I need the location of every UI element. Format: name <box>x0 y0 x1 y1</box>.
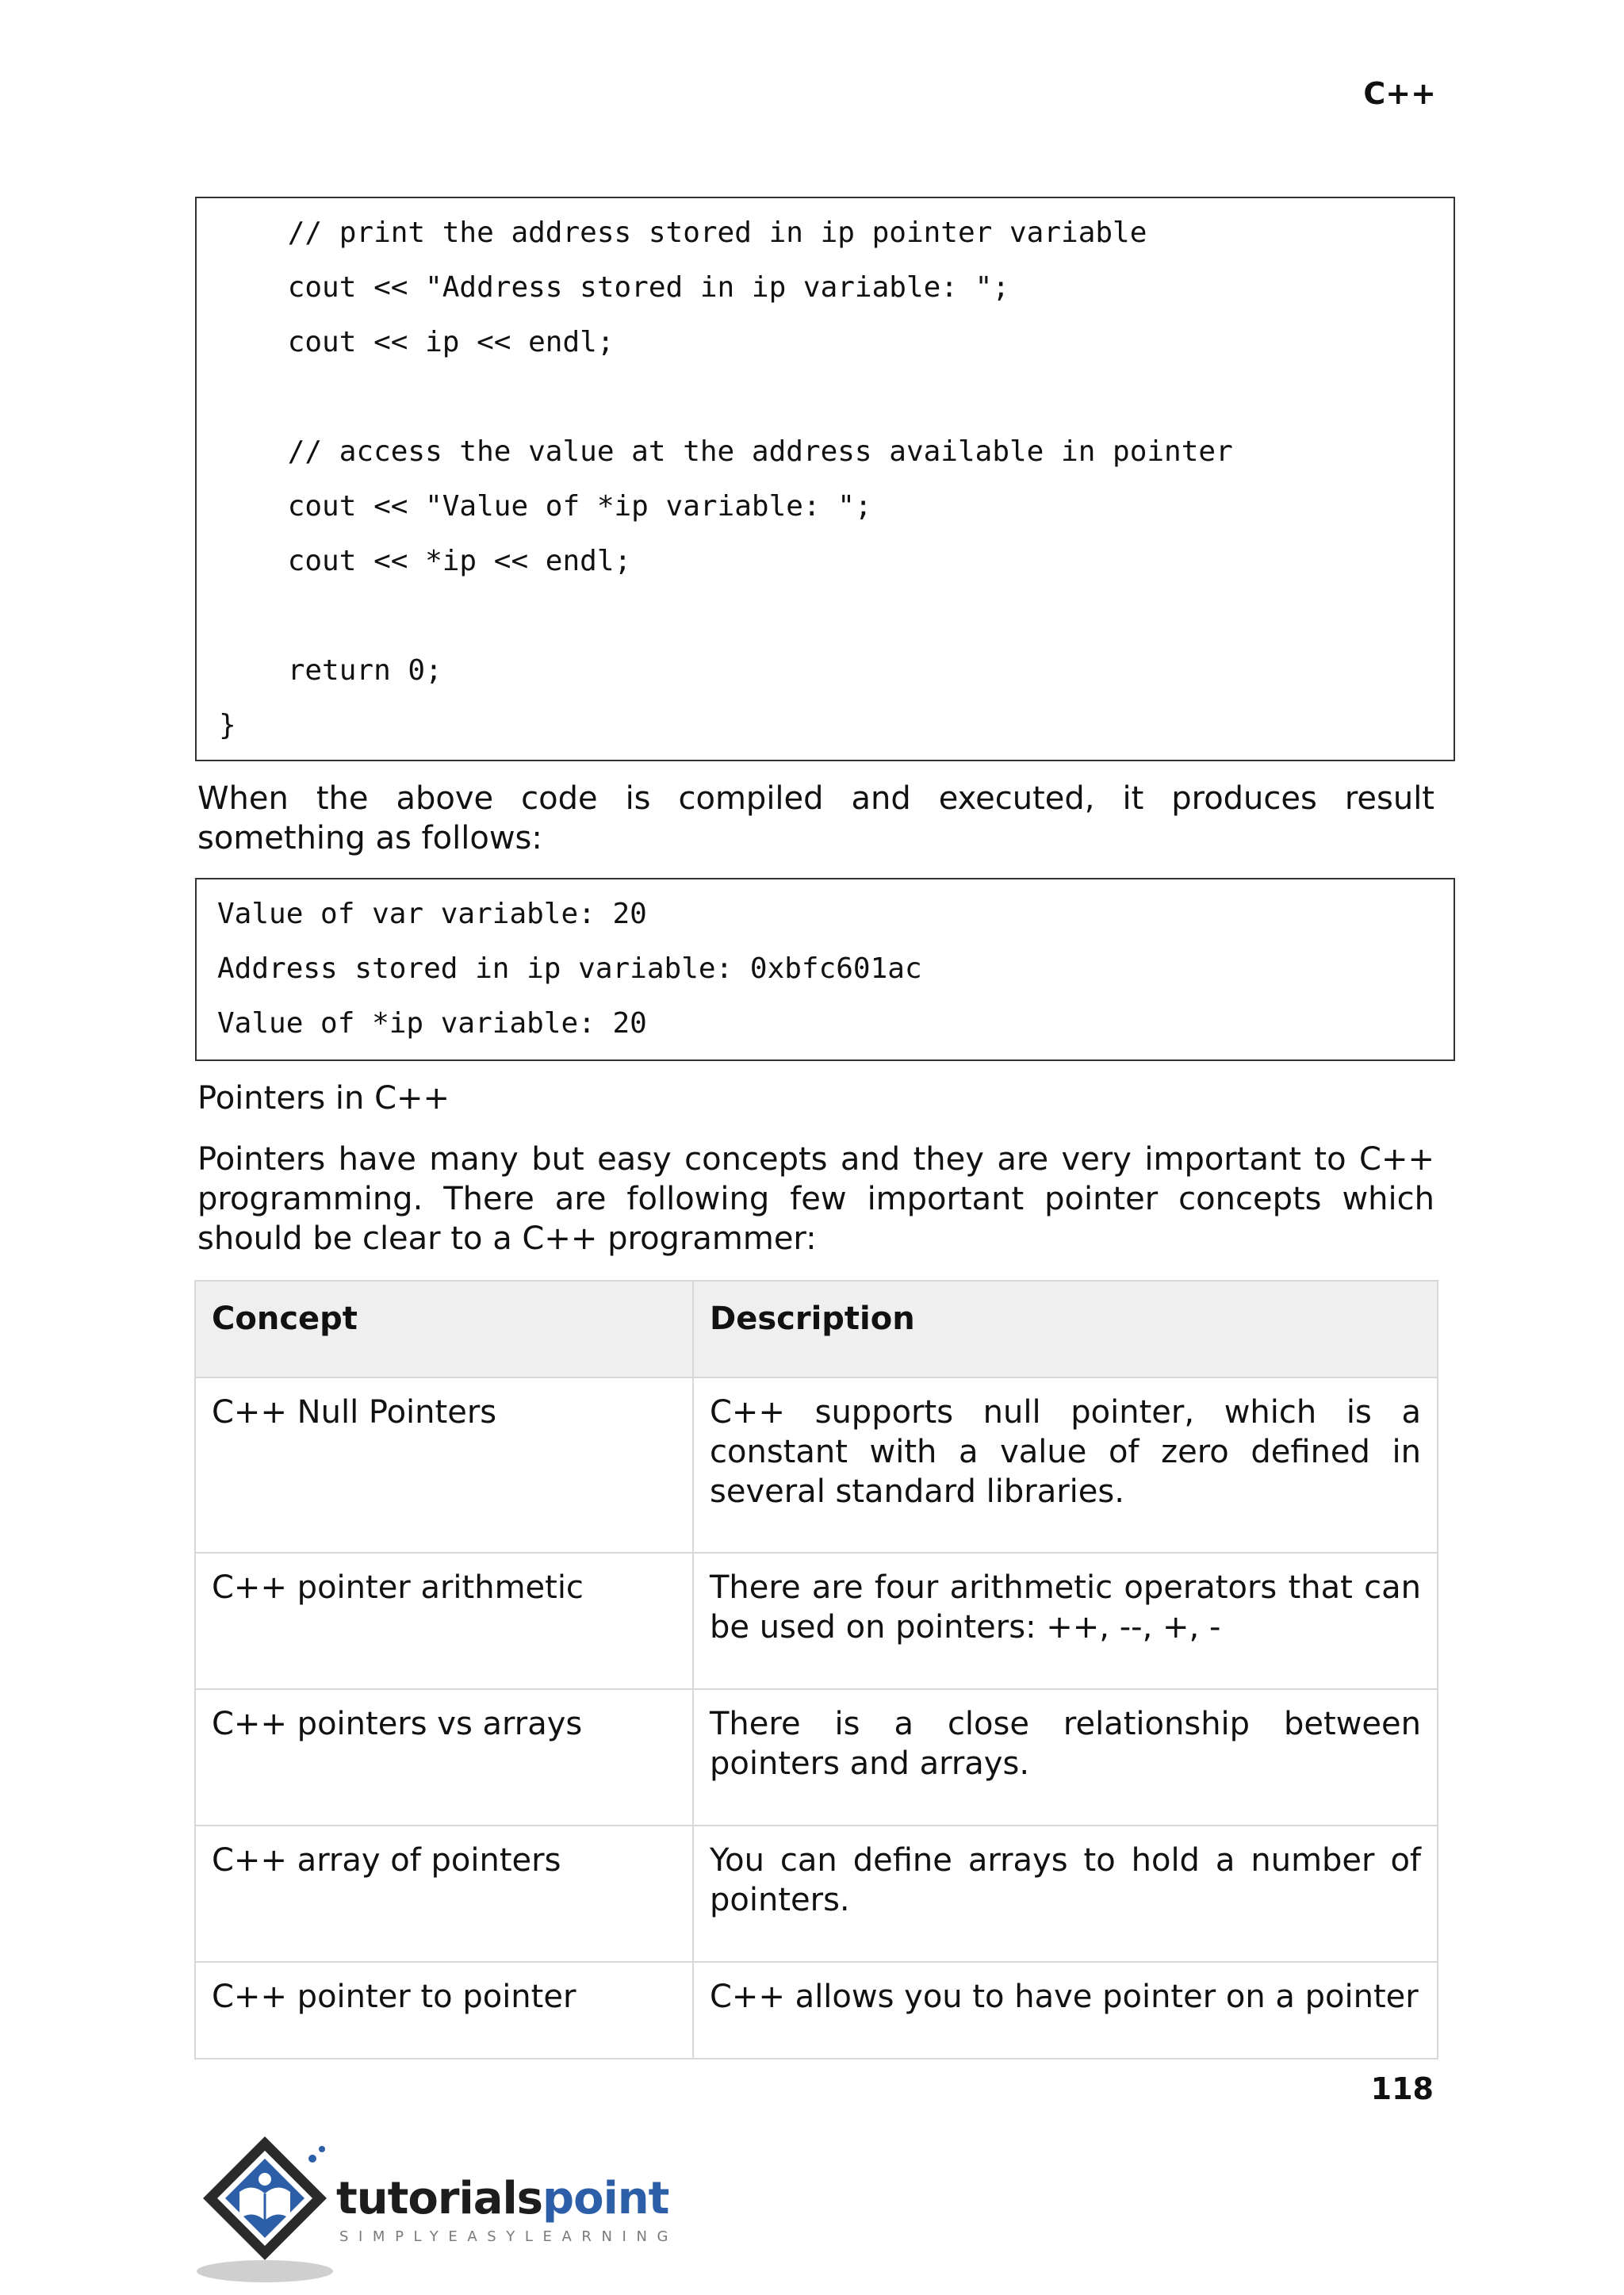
output-line: Value of var variable: 20 <box>217 898 647 930</box>
table-row <box>195 1377 1438 1553</box>
code-line: cout << "Address stored in ip variable: "; <box>219 271 1009 304</box>
paragraph-output-intro: When the above code is compiled and executed, it produces result something as follows: <box>197 780 1434 856</box>
page-number: 118 <box>1370 2071 1434 2106</box>
logo-wordmark-part1: tutorials <box>336 2173 543 2224</box>
code-line: // print the address stored in ip pointer variable <box>219 216 1147 249</box>
table-row <box>195 1689 1438 1826</box>
concept-cell: C++ pointers vs arrays <box>195 1689 693 1826</box>
description-cell: C++ allows you to have pointer on a pointer <box>693 1962 1438 2059</box>
concept-cell: C++ pointer arithmetic <box>195 1553 693 1689</box>
concepts-table <box>194 1280 1438 2059</box>
description-cell: There is a close relationship between pointers and arrays. <box>693 1689 1438 1826</box>
code-line: return 0; <box>219 654 442 687</box>
table-header-row <box>195 1281 1438 1377</box>
code-block <box>195 197 1455 761</box>
code-line: // access the value at the address available in pointer <box>219 435 1233 468</box>
tutorialspoint-logo <box>193 2130 685 2289</box>
description-cell: You can define arrays to hold a number of pointers. <box>693 1826 1438 1962</box>
code-line: cout << "Value of *ip variable: "; <box>219 490 872 523</box>
section-caption: Pointers in C++ <box>197 1080 450 1117</box>
output-line: Address stored in ip variable: 0xbfc601ac <box>217 952 922 985</box>
output-line: Value of *ip variable: 20 <box>217 1007 647 1040</box>
code-line: cout << *ip << endl; <box>219 545 632 577</box>
paragraph-pointers-intro: Pointers have many but easy concepts and they are very important to C++ programming. There are following few important pointer concepts which should be clear to a C++ programmer: <box>197 1141 1434 1257</box>
concept-cell: C++ Null Pointers <box>195 1377 693 1553</box>
logo-wordmark <box>336 2173 668 2224</box>
concept-cell: C++ array of pointers <box>195 1826 693 1962</box>
table-row <box>195 1553 1438 1689</box>
output-block <box>195 878 1455 1061</box>
code-line: cout << ip << endl; <box>219 326 615 358</box>
logo-wordmark-part2: point <box>542 2173 669 2224</box>
description-cell: There are four arithmetic operators that can be used on pointers: ++, --, +, - <box>693 1553 1438 1689</box>
logo-emblem-icon <box>193 2130 336 2289</box>
table-row <box>195 1826 1438 1962</box>
code-line: } <box>219 709 236 741</box>
table-row <box>195 1962 1438 2059</box>
concept-cell: C++ pointer to pointer <box>195 1962 693 2059</box>
description-cell: C++ supports null pointer, which is a constant with a value of zero defined in several standard libraries. <box>693 1377 1438 1553</box>
column-header-concept: Concept <box>195 1281 693 1377</box>
column-header-description: Description <box>693 1281 1438 1377</box>
logo-tagline: SIMPLYEASYLEARNING <box>339 2228 679 2245</box>
page-header-title: C++ <box>1363 76 1436 111</box>
